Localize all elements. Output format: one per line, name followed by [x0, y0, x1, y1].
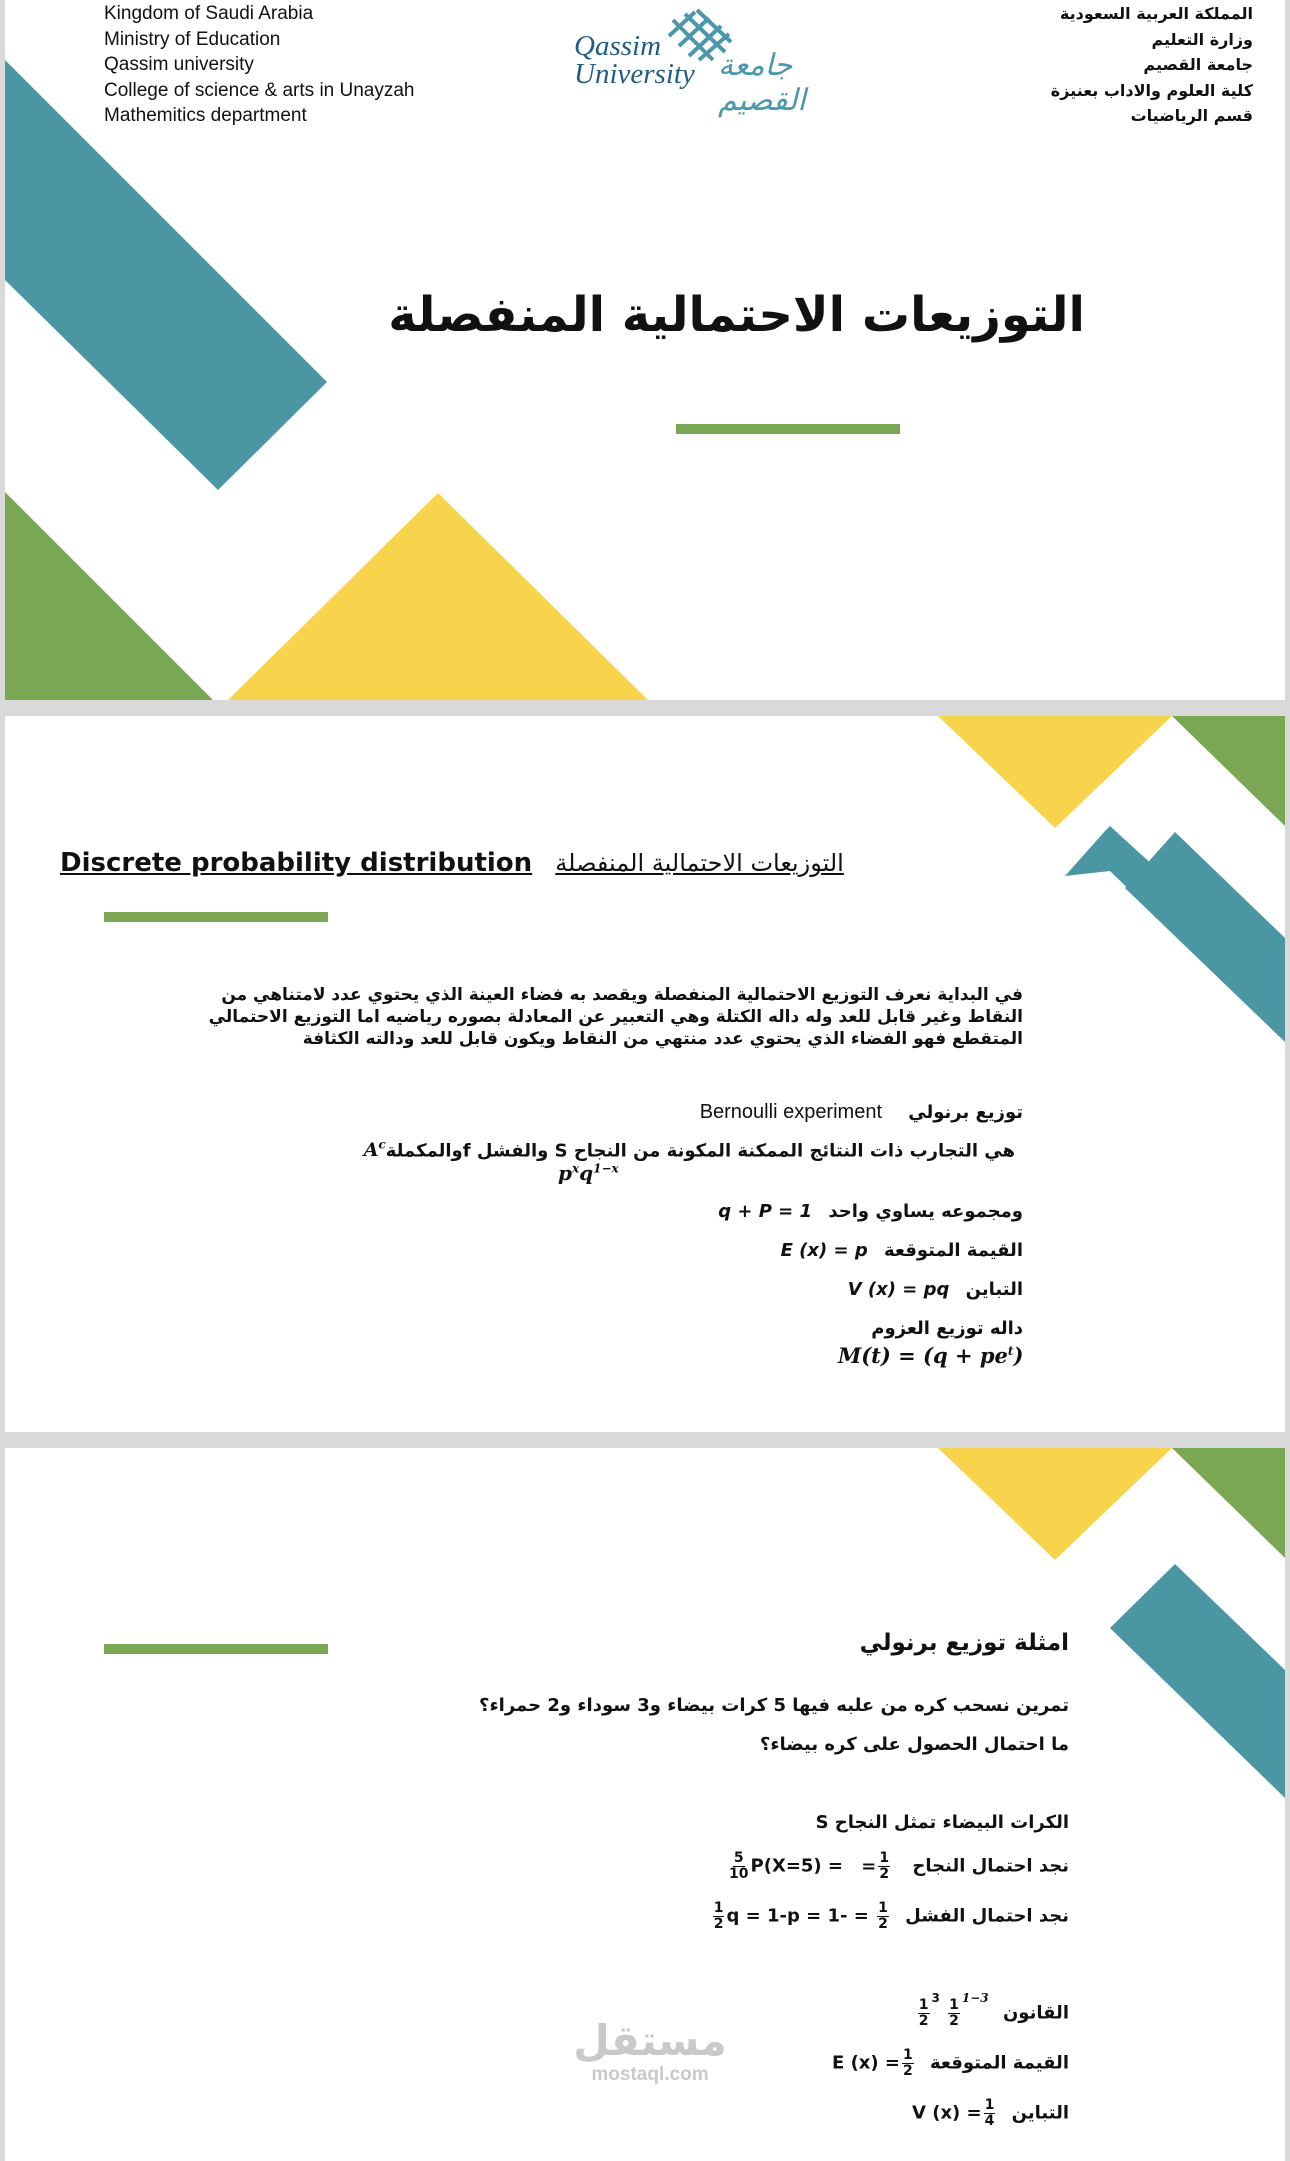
title-ar: التوزيعات الاحتمالية المنفصلة [555, 849, 844, 877]
frac-num: 1 [949, 1997, 959, 2013]
header-ar-line: وزارة التعليم [1151, 29, 1253, 49]
law-math [916, 1990, 989, 2029]
failure-frac-right [877, 1901, 889, 1932]
variance-frac [984, 2098, 996, 2129]
logo-line-1: Qassim [574, 30, 662, 62]
header-ar-line: قسم الرياضيات [1130, 106, 1253, 125]
complement-symbol [364, 1139, 386, 1161]
slide2-title [60, 848, 844, 878]
title-underline-bar [676, 424, 900, 434]
header-ar-line: جامعة القصيم [1143, 55, 1253, 74]
complement-sup: c [378, 1138, 386, 1152]
slide2-teal-band-shape [5, 716, 1285, 1432]
expected-line [781, 1240, 1023, 1261]
success-frac-1-2 [878, 1851, 890, 1882]
sum-label: ومجموعه يساوي واحد [828, 1201, 1023, 1222]
yellow-triangle-shape [938, 1448, 1172, 1560]
question-line: ما احتمال الحصول على كره بيضاء؟ [759, 1734, 1069, 1755]
bernoulli-ar: توزيع برنولي [908, 1102, 1023, 1123]
frac-den: 2 [878, 1916, 888, 1932]
frac-den: 2 [879, 1866, 890, 1882]
failure-label: نجد احتمال الفشل [905, 1905, 1069, 1927]
logo-line-2: University [574, 58, 695, 90]
bernoulli-en: Bernoulli experiment [699, 1101, 883, 1123]
white-success-line: الكرات البيضاء تمثل النجاح S [815, 1812, 1069, 1833]
header-en-line: Ministry of Education [104, 28, 281, 50]
pmf-exp-x: x [571, 1161, 580, 1176]
complement-base: A [363, 1139, 379, 1162]
variance-label: التباين [965, 1279, 1023, 1300]
frac-num: 1 [713, 1900, 724, 1916]
frac-num: 1 [918, 1997, 929, 2013]
failure-math [711, 1901, 891, 1932]
failure-frac-left [713, 1901, 725, 1932]
law-line [916, 1990, 1069, 2029]
green-triangle-shape [1172, 1448, 1285, 1558]
variance-example-math [912, 2098, 997, 2129]
success-math [727, 1851, 892, 1882]
header-en-line: College of science & arts in Unayzah [104, 79, 415, 101]
header-ar-line: كلية العلوم والاداب بعنيزة [1050, 80, 1253, 100]
header-en-line: Kingdom of Saudi Arabia [104, 3, 314, 24]
header-en-line: Mathemitics department [104, 105, 307, 126]
expected-expr: E (x) = [832, 2052, 900, 2074]
watermark-en: mostaql.com [591, 2064, 709, 2085]
title-en: Discrete probability distribution [60, 848, 533, 878]
slide2-green-bar [104, 912, 328, 922]
mgf-formula [838, 1343, 1023, 1368]
slide-cover [5, 0, 1285, 700]
success-label: نجد احتمال النجاح [912, 1855, 1069, 1877]
pmf-p: p [558, 1161, 572, 1185]
frac-den: 4 [984, 2113, 995, 2129]
variance-formula: V (x) = pq [847, 1279, 950, 1300]
frac-den: 2 [949, 2013, 959, 2029]
success-frac-5-10 [729, 1851, 748, 1882]
success-expr: P(X=5) = [750, 1855, 844, 1877]
frac-den: 10 [729, 1866, 749, 1882]
yellow-triangle-shape [228, 493, 648, 700]
watermark-ar: مستقل [573, 2016, 727, 2065]
sum-line [718, 1201, 1023, 1222]
header-en-line: Qassim university [104, 54, 254, 75]
university-logo [568, 8, 858, 118]
sum-formula: q + P = 1 [718, 1201, 813, 1222]
logo-name-en [574, 32, 695, 88]
frac-num: 1 [984, 2097, 995, 2113]
failure-expr: q = 1-p = 1- = [726, 1905, 869, 1927]
logo-name-ar: جامعة القصيم [718, 48, 806, 118]
failure-line [711, 1901, 1069, 1932]
success-eq: = [861, 1855, 877, 1877]
cover-title: التوزيعات الاحتمالية المنفصلة [388, 287, 1085, 343]
header-en [104, 1, 415, 129]
experiments-line [364, 1138, 1015, 1161]
header-ar-line: المملكة العربية السعودية [1059, 4, 1253, 23]
law-frac-1 [918, 1998, 930, 2029]
green-triangle-shape [5, 492, 213, 700]
expected-example-math [832, 2048, 916, 2079]
variance-expr: V (x) = [912, 2102, 982, 2124]
exercise-line: تمرين نسحب كره من علبه فيها 5 كرات بيضاء و3 سوداء و2 حمراء؟ [479, 1695, 1069, 1716]
frac-den: 2 [918, 2013, 929, 2029]
frac-den: 2 [713, 1916, 724, 1932]
pmf-q: q [579, 1161, 594, 1185]
mgf-left: M(t) = (q + pe [838, 1343, 1008, 1368]
mgf-close: ) [1013, 1343, 1024, 1368]
law-exp-2: 1−3 [961, 1990, 989, 2005]
pmf-formula [558, 1161, 619, 1185]
expected-formula: E (x) = p [780, 1240, 868, 1261]
mostaql-watermark [565, 2018, 735, 2086]
variance-example-label: التباين [1011, 2102, 1069, 2124]
success-line [727, 1851, 1069, 1882]
expected-label: القيمة المتوقعة [884, 1240, 1023, 1261]
law-exp-1: 3 [931, 1990, 940, 2005]
expected-example-line [832, 2048, 1069, 2079]
teal-band-shape [1110, 1564, 1285, 1798]
frac-num: 1 [902, 2047, 913, 2063]
intro-paragraph: في البداية نعرف التوزيع الاحتمالية المنفصلة ويقصد به فضاء العينة الذي يحتوي عدد لامتناهي من النقاط وغير قابل للعد وله داله الكتلة وهي التعبير عن المعادلة بصوره رياضيه اما التوزيع الاحتمالي المتقطع فهو الفضاء الذي يحتوي عدد منتهي من النقاط ويكون قابل للعد ودالته الكثافة [208, 985, 1023, 1049]
variance-example-line [912, 2098, 1069, 2129]
mgf-label: داله توزيع العزوم [871, 1318, 1023, 1339]
frac-num: 5 [733, 1850, 744, 1866]
bernoulli-heading [700, 1101, 1023, 1124]
mgf-sup: t [1007, 1344, 1014, 1358]
expected-frac [902, 2048, 914, 2079]
header-ar [953, 1, 1253, 129]
law-frac-2 [948, 1998, 960, 2029]
slide-examples [5, 1448, 1285, 2161]
frac-den: 2 [902, 2063, 913, 2079]
slide3-green-bar [104, 1644, 328, 1654]
pmf-exp: 1−x [593, 1161, 619, 1176]
expected-example-label: القيمة المتوقعة [930, 2052, 1069, 2074]
experiments-text: هي التجارب ذات النتائج الممكنة المكونة من النجاح S والفشل fوالمكملة [385, 1140, 1015, 1162]
frac-num: 1 [878, 1900, 888, 1916]
law-label: القانون [1002, 2002, 1069, 2024]
slide3-title: امثلة توزيع برنولي [859, 1630, 1069, 1656]
slide-definition [5, 716, 1285, 1432]
variance-line [848, 1279, 1023, 1300]
frac-num: 1 [879, 1850, 890, 1866]
